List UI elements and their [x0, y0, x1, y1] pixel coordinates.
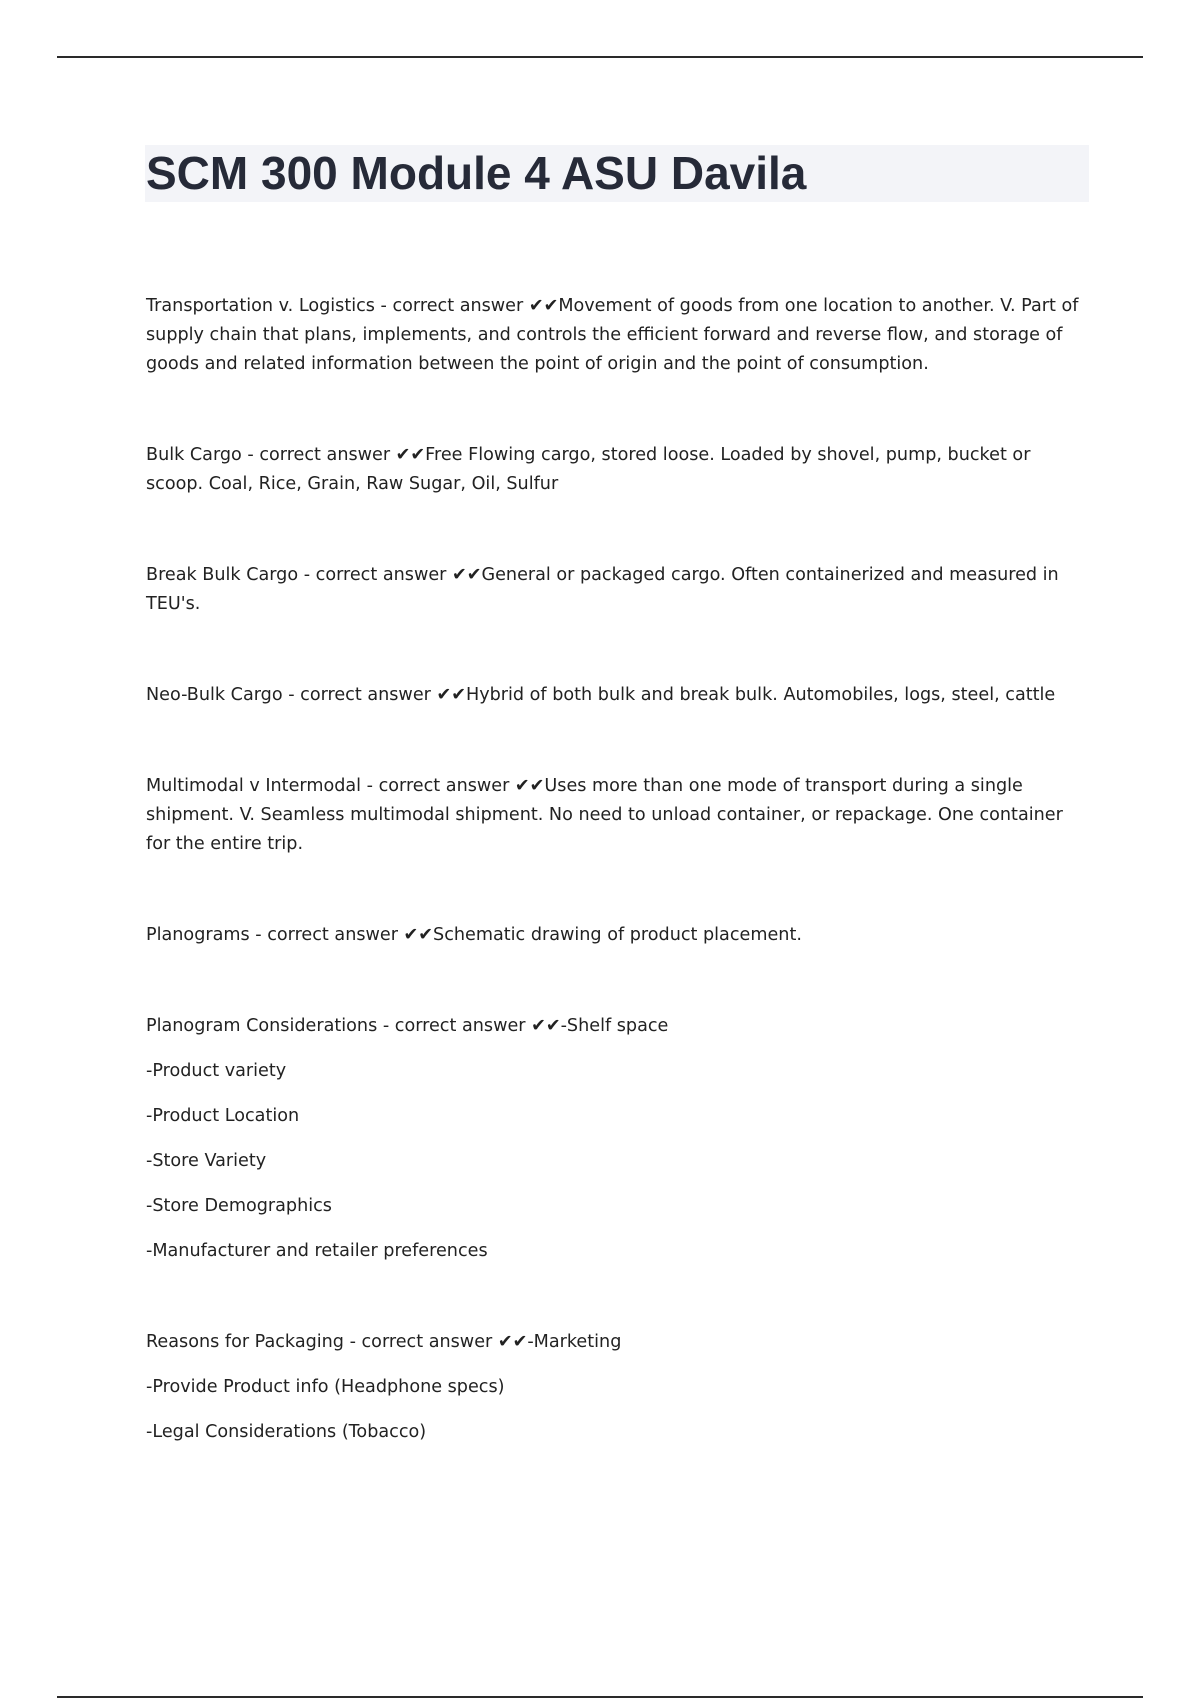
entry-text: Planogram Considerations - correct answer ✔✔-Shelf space: [146, 1016, 669, 1036]
entry-planogram-considerations: [146, 1012, 1090, 1266]
entry-text: Neo-Bulk Cargo - correct answer ✔✔Hybrid of both bulk and break bulk. Automobiles, logs, steel, cattle: [146, 685, 1056, 705]
list-item: -Manufacturer and retailer preferences: [146, 1241, 488, 1261]
list-item: -Store Variety: [146, 1151, 267, 1171]
list-item: -Legal Considerations (Tobacco): [146, 1422, 427, 1442]
bottom-rule: [57, 1696, 1143, 1698]
entry-neo-bulk-cargo: [146, 681, 1090, 710]
entry-transportation-logistics: [146, 292, 1090, 379]
list-item: -Store Demographics: [146, 1196, 332, 1216]
document-body: [146, 292, 1090, 1509]
top-rule: [57, 56, 1143, 58]
entry-text: Planograms - correct answer ✔✔Schematic drawing of product placement.: [146, 925, 802, 945]
entry-text: Break Bulk Cargo - correct answer ✔✔General or packaged cargo. Often containerized and measured in TEU's.: [146, 565, 1059, 614]
entry-bulk-cargo: [146, 441, 1090, 499]
entry-planograms: [146, 921, 1090, 950]
list-item: -Product variety: [146, 1061, 287, 1081]
entry-break-bulk-cargo: [146, 561, 1090, 619]
entry-text: Reasons for Packaging - correct answer ✔✔-Marketing: [146, 1332, 622, 1352]
list-item: -Provide Product info (Headphone specs): [146, 1377, 505, 1397]
entry-text: Multimodal v Intermodal - correct answer ✔✔Uses more than one mode of transport during a single shipment. V. Seamless multimodal shipment. No need to unload container, or repackage. One container for the entire trip.: [146, 776, 1063, 854]
document-title: SCM 300 Module 4 ASU Davila: [146, 147, 807, 199]
list-item: -Product Location: [146, 1106, 300, 1126]
entry-text: Transportation v. Logistics - correct answer ✔✔Movement of goods from one location to another. V. Part of supply chain that plans, implements, and controls the efficient forward and reverse flow, and storage of goods and related information between the point of origin and the point of consumption.: [146, 296, 1079, 374]
entry-text: Bulk Cargo - correct answer ✔✔Free Flowing cargo, stored loose. Loaded by shovel, pump, bucket or scoop. Coal, Rice, Grain, Raw Sugar, Oil, Sulfur: [146, 445, 1031, 494]
entry-reasons-for-packaging: [146, 1328, 1090, 1447]
entry-multimodal-intermodal: [146, 772, 1090, 859]
